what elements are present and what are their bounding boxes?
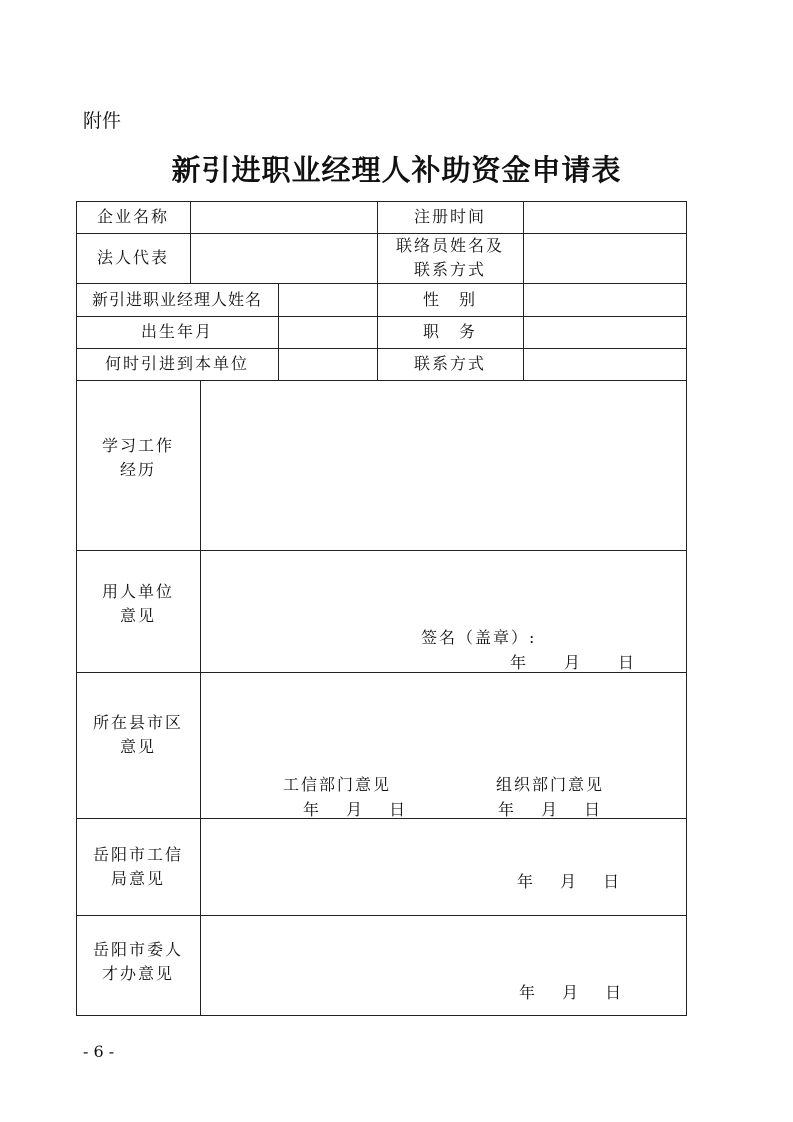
gender-label: 性 别 (422, 289, 477, 309)
study-work-label (76, 380, 200, 550)
study-work-label-line2: 经历 (119, 460, 156, 479)
employer-opinion-label-line2: 意见 (119, 606, 156, 625)
yy-talent-date: 年 月 日 (519, 983, 624, 1002)
intro-time-label: 何时引进到本单位 (104, 354, 249, 373)
contact-person-field[interactable] (524, 234, 686, 283)
legal-rep-label: 法人代表 (96, 248, 169, 267)
yy-talent-opinion-label-line2: 才办意见 (101, 963, 174, 983)
org-dept-opinion-label: 组织部门意见 (496, 775, 605, 794)
legal-rep-field[interactable] (191, 234, 377, 283)
county-opinion-label-line2: 意见 (119, 737, 156, 756)
signature-label: 签名（盖章）: (421, 628, 537, 647)
yy-industry-opinion-label-line1: 岳阳市工信 (92, 844, 183, 864)
org-dept-date: 年 月 日 (498, 800, 603, 819)
company-name-label: 企业名称 (96, 207, 169, 226)
manager-name-field[interactable] (279, 284, 377, 316)
contact-person-label-line1: 联络员姓名及 (395, 236, 504, 255)
yy-talent-opinion-label-line1: 岳阳市委人 (92, 939, 183, 959)
employer-date: 年 月 日 (510, 653, 637, 672)
register-time-field[interactable] (524, 202, 686, 233)
employer-opinion-label (76, 550, 200, 672)
industry-dept-date: 年 月 日 (303, 800, 408, 819)
page-number: - 6 - (83, 1042, 115, 1061)
yy-industry-opinion-label-line2: 局意见 (110, 868, 165, 888)
form-title: 新引进职业经理人补助资金申请表 (171, 153, 622, 187)
position-field[interactable] (524, 317, 686, 348)
gender-field[interactable] (524, 284, 686, 316)
county-opinion-field[interactable] (201, 673, 686, 818)
contact-field[interactable] (524, 349, 686, 380)
yy-industry-opinion-field[interactable] (201, 819, 686, 915)
county-opinion-label (76, 672, 200, 818)
contact-person-label (377, 233, 523, 283)
position-label: 职 务 (422, 322, 477, 341)
birth-field[interactable] (279, 317, 377, 348)
contact-label: 联系方式 (413, 354, 486, 373)
study-work-label-line1: 学习工作 (101, 436, 174, 455)
study-work-field[interactable] (201, 381, 686, 550)
industry-dept-opinion-label: 工信部门意见 (283, 775, 392, 794)
contact-person-label-line2: 联系方式 (413, 260, 486, 279)
yy-industry-opinion-label (76, 818, 200, 915)
birth-label: 出生年月 (140, 322, 213, 341)
intro-time-field[interactable] (279, 349, 377, 380)
company-name-field[interactable] (191, 202, 377, 233)
attachment-label: 附件 (83, 110, 122, 132)
employer-opinion-label-line1: 用人单位 (101, 582, 174, 601)
yy-talent-opinion-label (76, 915, 200, 1016)
county-opinion-label-line1: 所在县市区 (92, 713, 183, 732)
manager-name-label: 新引进职业经理人姓名 (91, 289, 262, 309)
yy-industry-date: 年 月 日 (517, 872, 622, 891)
register-time-label: 注册时间 (413, 207, 486, 226)
